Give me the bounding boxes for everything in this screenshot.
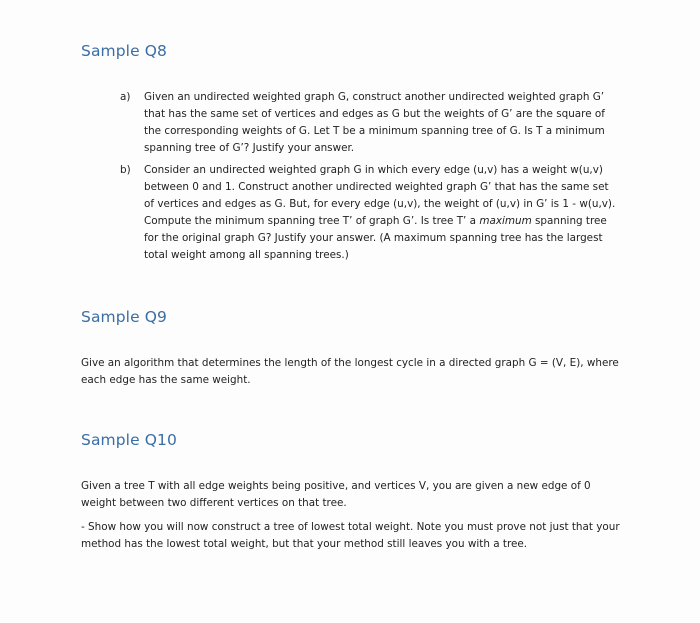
- question-text: [144, 162, 620, 263]
- list-item: [120, 89, 620, 157]
- question-paragraph-q9: Give an algorithm that determines the length of the longest cycle in a directed graph G = (V, E), where each edge has the same weight.: [81, 357, 619, 386]
- list-marker: b): [120, 164, 131, 176]
- list-marker: a): [120, 91, 131, 103]
- section-heading-q8: Sample Q8: [81, 42, 168, 60]
- question-list-q8-a: [120, 89, 620, 157]
- question-paragraph-q10-intro: Given a tree T with all edge weights being positive, and vertices V, you are given a new edge of 0 weight between two different vertices on that tree.: [81, 480, 591, 509]
- emphasis-text: maximum: [479, 214, 532, 227]
- question-text-part: Consider an undirected weighted graph G in which every edge (u,v) has a weight w(u,v) between 0 and 1. Construct another undirected weighted graph G’ that has the same set of vertices and edges as G. But, for every edge (u,v), the weight of (u,v) in G’ is 1 - w(u,v). Compute the minimum spanning tree T’ of graph G’. Is tree T’ a: [144, 164, 616, 227]
- question-list-q8-b: [120, 162, 620, 263]
- section-heading-q10: Sample Q10: [81, 431, 177, 449]
- list-item: [120, 162, 620, 263]
- section-heading-q9: Sample Q9: [81, 308, 168, 326]
- question-text: Given an undirected weighted graph G, construct another undirected weighted graph G’ that has the same set of vertices and edges as G but the weights of G’ are the square of the corresponding weights of G. Let T be a minimum spanning tree of G. Is T a minimum spanning tree of G’? Justify your answer.: [144, 91, 605, 154]
- question-text-part: spanning tree for the original graph G? Justify your answer. (A maximum spanning tree has the largest total weight among all spanning trees.): [144, 214, 607, 261]
- question-paragraph-q10-task: - Show how you will now construct a tree of lowest total weight. Note you must prove not just that your method has the lowest total weight, but that your method still leaves you with a tree.: [81, 521, 620, 550]
